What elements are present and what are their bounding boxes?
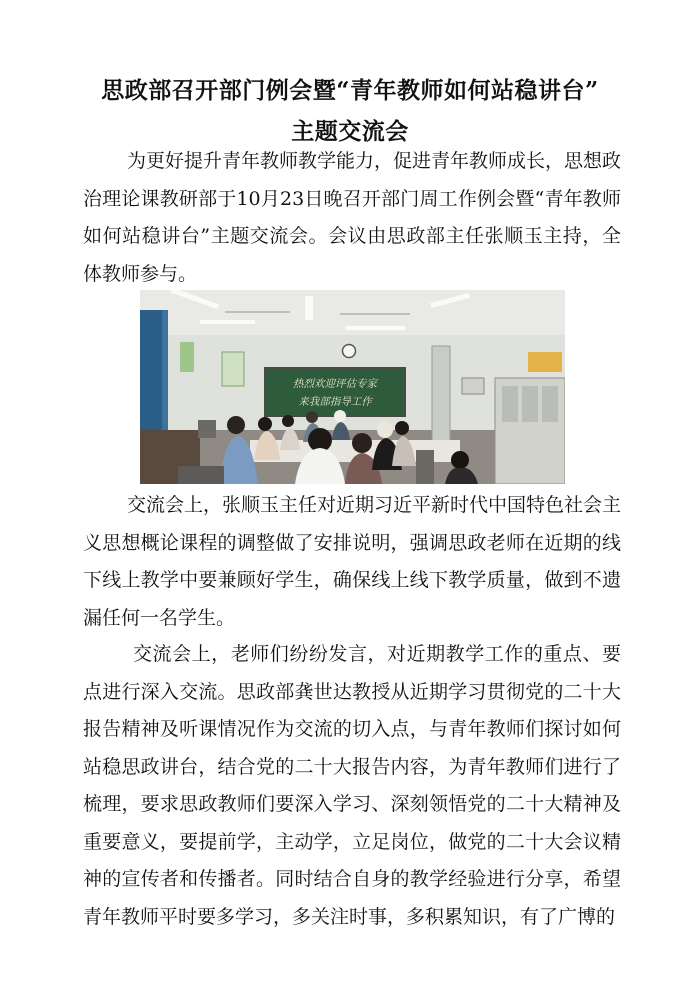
meeting-photo — [140, 290, 565, 484]
document-title-line2: 主题交流会 — [291, 118, 409, 145]
document-title-line1: 思政部召开部门例会暨“青年教师如何站稳讲台” — [101, 77, 599, 104]
paragraph-discussion: 交流会上，老师们纷纷发言，对近期教学工作的重点、要点进行深入交流。思政部龚世达教授从近期学习贯彻党的二十大报告精神及听课情况作为交流的切入点，与青年教师们探讨如何站稳思政讲台，结合党的二十大报告内容，为青年教师们进行了梳理，要求思政教师们要深入学习、深刻领悟党的二十大精神及重要意义，要提前学，主动学，立足岗位，做党的二十大会议精神的宣传者和传播者。同时结合自身的教学经验进行分享，希望青年教师平时要多学习，多关注时事，多积累知识，有了广博的 — [83, 643, 621, 928]
chalkboard-text-line2: 来我部指导工作 — [298, 396, 372, 408]
chalkboard-text-line1: 热烈欢迎评估专家 — [293, 378, 377, 390]
paragraph-arrangement: 交流会上，张顺玉主任对近期习近平新时代中国特色社会主义思想概论课程的调整做了安排说明，强调思政老师在近期的线下线上教学中要兼顾好学生，确保线上线下教学质量，做到不遗漏任何一名学生。 — [83, 494, 622, 629]
paragraph-intro: 为更好提升青年教师教学能力，促进青年教师成长，思想政治理论课教研部于10月23日晚召开部门周工作例会暨“青年教师如何站稳讲台”主题交流会。会议由思政部主任张顺玉主持，全体教师参与。 — [83, 150, 622, 285]
